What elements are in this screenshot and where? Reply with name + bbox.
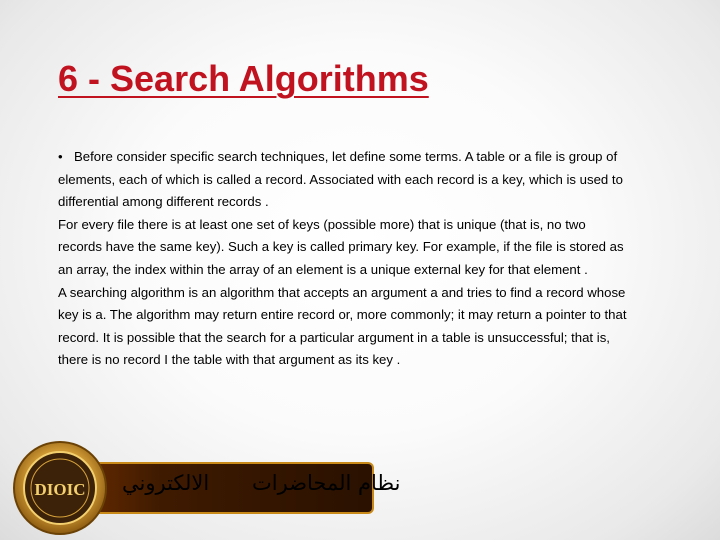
logo-text: DIOIC bbox=[34, 480, 86, 499]
footer-label-electronic: الالكتروني bbox=[122, 471, 210, 495]
university-logo-icon bbox=[12, 440, 108, 536]
bullet-icon: • bbox=[58, 149, 63, 164]
paragraph-3: A searching algorithm is an algorithm that accepts an argument a and tries to find a record whose key is a. The algorithm may return entire record or, more commonly; it may return a pointer to that record. It is possible that the search for a particular argument in a table is unsuccessful; that is, there is no record I the table with that argument as its key . bbox=[58, 284, 627, 368]
footer-label-system: نظام المحاضرات bbox=[252, 471, 401, 495]
paragraph-1-text: Before consider specific search techniques, let define some terms. A table or a file is group of elements, each of which is called a record. Associated with each record is a key, which is used to differential among different records . bbox=[58, 149, 623, 210]
slide-title: 6 - Search Algorithms bbox=[58, 58, 429, 99]
paragraph-2: For every file there is at least one set of keys (possible more) that is unique (that is, no two records have the same key). Such a key is called primary key. For example, if the file is stored as an array, the index within the array of an element is a unique external key for that element . bbox=[58, 216, 624, 277]
footer-banner bbox=[12, 440, 401, 536]
paragraph-1 bbox=[58, 146, 633, 214]
slide-body bbox=[58, 146, 633, 372]
